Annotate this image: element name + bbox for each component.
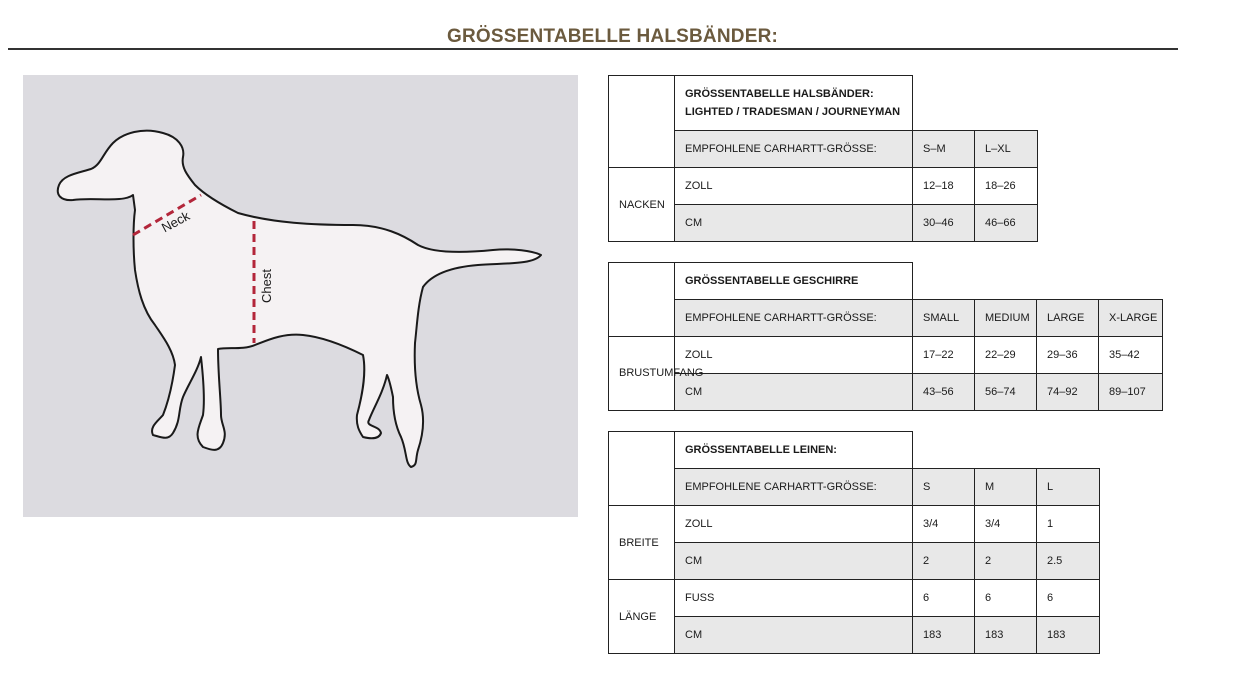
unit-label: CM: [674, 373, 913, 411]
table-cell: 17–22: [912, 336, 975, 374]
size-label-cell: EMPFOHLENE CARHARTT-GRÖSSE:: [674, 130, 913, 168]
dog-measurement-illustration: [23, 75, 578, 517]
unit-label: ZOLL: [674, 336, 913, 374]
collar-table-header: [674, 75, 913, 131]
collar-header-line1: GRÖSSENTABELLE HALSBÄNDER:: [685, 88, 874, 100]
size-header: S: [912, 468, 975, 506]
unit-label: CM: [674, 204, 913, 242]
unit-label: FUSS: [674, 579, 913, 617]
table-cell: 183: [912, 616, 975, 654]
group-label: NACKEN: [608, 167, 675, 242]
table-cell: 6: [974, 579, 1037, 617]
table-cell: 74–92: [1036, 373, 1099, 411]
chest-label: Chest: [259, 269, 274, 303]
blank-corner-cell: [608, 75, 675, 168]
size-header: L: [1036, 468, 1100, 506]
table-cell: 2.5: [1036, 542, 1100, 580]
table-cell: 1: [1036, 505, 1100, 543]
blank-corner-cell: [608, 262, 675, 337]
table-cell: 46–66: [974, 204, 1038, 242]
unit-label: CM: [674, 616, 913, 654]
neck-label: Neck: [159, 208, 193, 236]
table-cell: 2: [974, 542, 1037, 580]
table-cell: 2: [912, 542, 975, 580]
harness-table-header: GRÖSSENTABELLE GESCHIRRE: [674, 262, 913, 300]
table-cell: 3/4: [912, 505, 975, 543]
table-cell: 18–26: [974, 167, 1038, 205]
table-cell: 43–56: [912, 373, 975, 411]
group-label: BRUSTUMFANG: [619, 367, 704, 379]
table-cell: 89–107: [1098, 373, 1163, 411]
title-divider: [8, 48, 1178, 50]
table-cell: 3/4: [974, 505, 1037, 543]
group-label: BREITE: [608, 505, 675, 580]
unit-label: ZOLL: [674, 505, 913, 543]
collar-header-line2: LIGHTED / TRADESMAN / JOURNEYMAN: [685, 106, 901, 118]
leash-table-header: GRÖSSENTABELLE LEINEN:: [674, 431, 913, 469]
table-cell: 22–29: [974, 336, 1037, 374]
unit-label: CM: [674, 542, 913, 580]
size-header: X-LARGE: [1098, 299, 1163, 337]
table-cell: 56–74: [974, 373, 1037, 411]
size-header: LARGE: [1036, 299, 1099, 337]
size-label-cell: EMPFOHLENE CARHARTT-GRÖSSE:: [674, 299, 913, 337]
size-header: M: [974, 468, 1037, 506]
table-cell: 12–18: [912, 167, 975, 205]
table-cell: 6: [1036, 579, 1100, 617]
table-cell: 183: [974, 616, 1037, 654]
size-header: SMALL: [912, 299, 975, 337]
unit-label: ZOLL: [674, 167, 913, 205]
group-label: LÄNGE: [608, 579, 675, 654]
table-cell: 35–42: [1098, 336, 1163, 374]
table-cell: 30–46: [912, 204, 975, 242]
table-cell: 6: [912, 579, 975, 617]
table-cell: 29–36: [1036, 336, 1099, 374]
page-title: GRÖSSENTABELLE HALSBÄNDER:: [447, 26, 779, 47]
dog-silhouette-icon: [23, 75, 578, 517]
blank-corner-cell: [608, 431, 675, 506]
size-header: S–M: [912, 130, 975, 168]
table-cell: 183: [1036, 616, 1100, 654]
size-header: L–XL: [974, 130, 1038, 168]
size-header: MEDIUM: [974, 299, 1037, 337]
size-label-cell: EMPFOHLENE CARHARTT-GRÖSSE:: [674, 468, 913, 506]
